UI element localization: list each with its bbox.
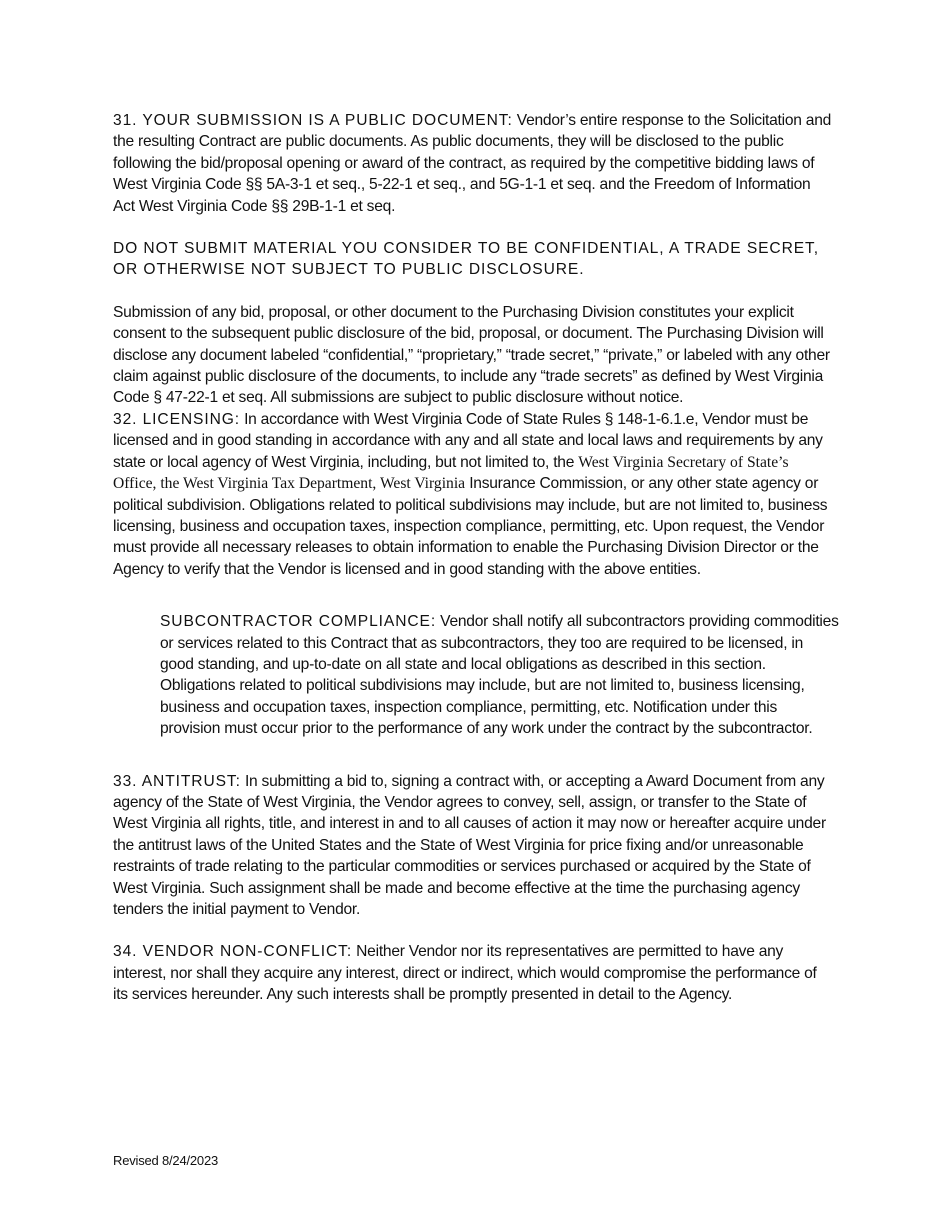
section-33-heading: 33. ANTITRUST:: [113, 772, 241, 790]
confidential-notice: DO NOT SUBMIT MATERIAL YOU CONSIDER TO BE CONFIDENTIAL, A TRADE SECRET, OR OTHERWISE NOT SUBJECT TO PUBLIC DISCLOSURE.: [113, 240, 819, 279]
section-32-heading: 32. LICENSING:: [113, 410, 240, 428]
section-31-body: Vendor’s entire response to the Solicitation and the resulting Contract are public documents. As public documents, they will be disclosed to the public following the bid/proposal opening or award of the contract, as required by the competitive bidding laws of West Virginia Code §§ 5A-3-1 et seq., 5-22-1 et seq., and 5G-1-1 et seq. and the Freedom of Information Act West Virginia Code §§ 29B-1-1 et seq.: [113, 112, 832, 215]
section-34-paragraph: [113, 941, 835, 1005]
section-32-body-b: Insurance Commission, or any other state agency or political subdivision. Obligations related to political subdivisions may include, but are not limited to, business licensing, business and occupation taxes, inspection compliance, permitting, etc. Upon request, the Vendor must provide all necessary releases to obtain information to enable the Purchasing Division Director or the Agency to verify that the Vendor is licensed and in good standing with the above entities.: [113, 475, 828, 578]
section-34-body: Neither Vendor nor its representatives are permitted to have any interest, nor shall they acquire any interest, direct or indirect, which would compromise the performance of its services hereunder. Any such interests shall be promptly presented in detail to the Agency.: [113, 943, 817, 1004]
section-33-paragraph: [113, 771, 835, 921]
section-31-heading: 31. YOUR SUBMISSION IS A PUBLIC DOCUMENT:: [113, 112, 513, 129]
subcontractor-compliance-paragraph: [160, 611, 840, 739]
subcontractor-compliance-heading: SUBCONTRACTOR COMPLIANCE:: [160, 613, 437, 631]
subcontractor-compliance-body: Vendor shall notify all subcontractors providing commodities or services related to this Contract that as subcontractors, they too are required to be licensed, in good standing, and up-to-date on all state and local obligations as described in this section. Obligations related to political subdivisions may include, but are not limited to, business licensing, business and occupation taxes, inspection compliance, permitting, etc. Notification under this provision must occur prior to the performance of any work under the contract by the subcontractor.: [160, 613, 839, 738]
section-32-body-a: In accordance with West Virginia Code of State Rules § 148-1-6.1.e, Vendor must be licensed and in good standing in accordance with any and all state and local laws and requirements by any state or local agency of West Virginia, including, but not limited to, the: [113, 410, 823, 471]
section-32-body-serif: West Virginia Secretary of State’s Office, the West Virginia Tax Department, West Virginia: [113, 453, 789, 493]
section-34-heading: 34. VENDOR NON-CONFLICT:: [113, 943, 353, 961]
revision-date-footer: Revised 8/24/2023: [113, 1153, 219, 1168]
document-body: [113, 110, 839, 1006]
public-disclosure-consent: Submission of any bid, proposal, or other document to the Purchasing Division constitutes your explicit consent to the subsequent public disclosure of the bid, proposal, or document. The Purchasing Division will disclose any document labeled “confidential,” “proprietary,” “trade secret,” “private,” or labeled with any other claim against public disclosure of the documents, to include any “trade secrets” as defined by West Virginia Code § 47-22-1 et seq. All submissions are subject to public disclosure without notice.: [113, 303, 830, 407]
section-32-paragraph: [113, 409, 835, 580]
section-31-paragraph: [113, 110, 835, 217]
section-33-body: In submitting a bid to, signing a contract with, or accepting a Award Document from any agency of the State of West Virginia, the Vendor agrees to convey, sell, assign, or transfer to the State of West Virginia all rights, title, and interest in and to all causes of action it may now or hereafter acquire under the antitrust laws of the United States and the State of West Virginia for price fixing and/or unreasonable restraints of trade relating to the particular commodities or services purchased or acquired by the State of West Virginia. Such assignment shall be made and become effective at the time the purchasing agency tenders the initial payment to Vendor.: [113, 772, 826, 918]
